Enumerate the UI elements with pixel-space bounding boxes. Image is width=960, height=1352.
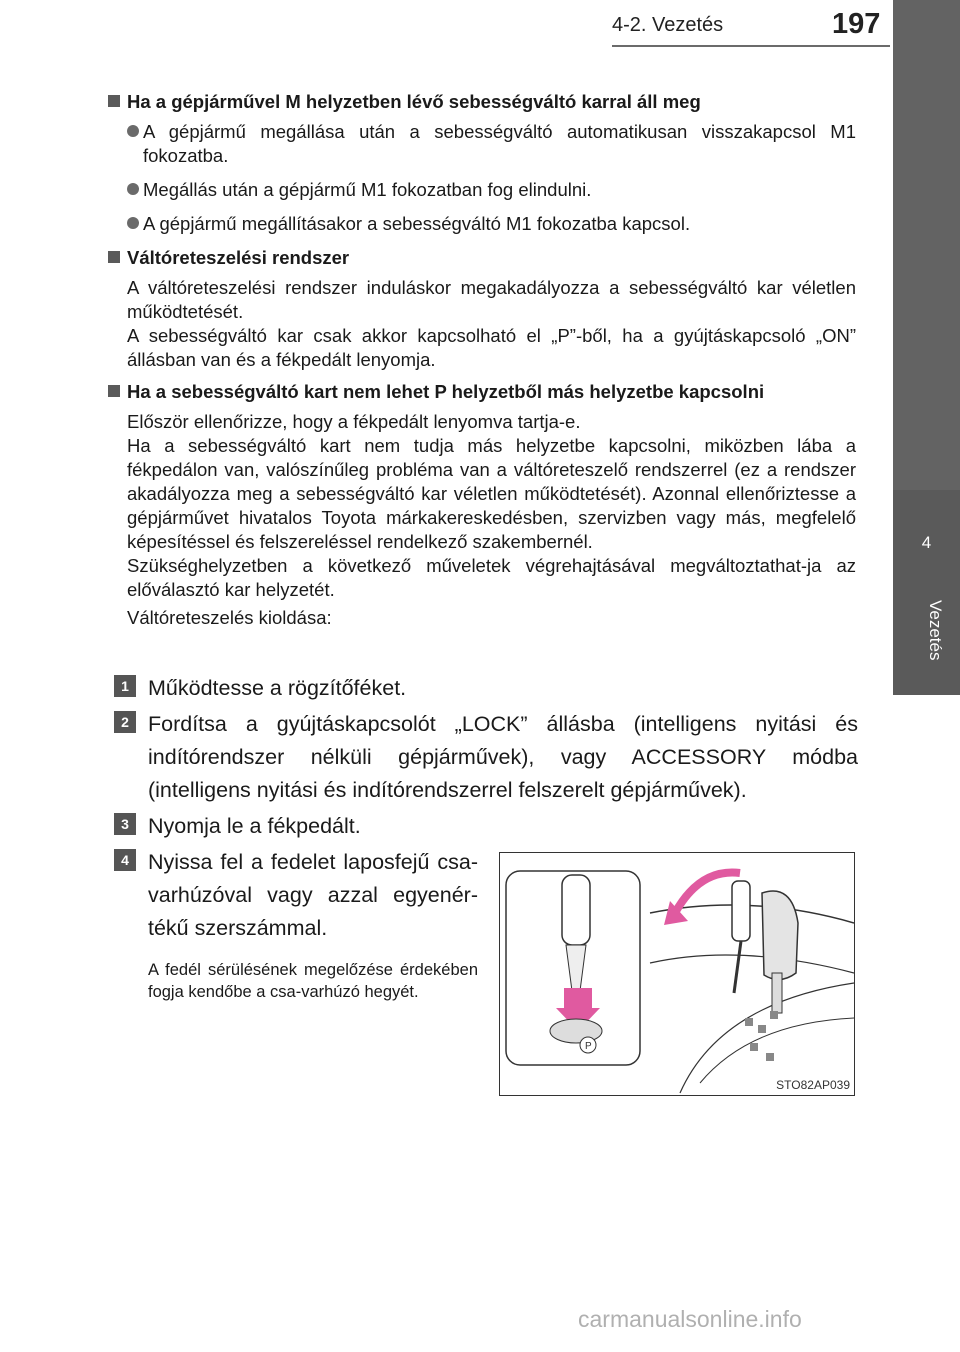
heading-text: Váltóreteszelési rendszer xyxy=(127,247,350,268)
paragraph-line: Szükséghelyzetben a következő műveletek végrehajtásával megváltoztathat-ja az előválasztó kar helyzetét. xyxy=(127,555,856,600)
heading-text: Ha a sebességváltó kart nem lehet P helyzetből más helyzetbe kapcsolni xyxy=(127,381,765,402)
section-heading xyxy=(108,380,856,404)
bullet-item xyxy=(108,178,856,202)
step-number-badge: 4 xyxy=(114,849,136,871)
bullet-item xyxy=(108,212,856,236)
paragraph-line: Először ellenőrizze, hogy a fékpedált lenyomva tartja-e. xyxy=(127,411,581,432)
chapter-number: 4 xyxy=(921,533,932,552)
step-text: Működtesse a rögzítőféket. xyxy=(148,676,407,700)
step-number-badge: 1 xyxy=(114,675,136,697)
step-number-badge: 3 xyxy=(114,813,136,835)
paragraph-line: A sebességváltó kar csak akkor kapcsolható el „P”-ből, ha a gyújtáskapcsoló „ON” állásban van és a fékpedált lenyomja. xyxy=(127,325,856,370)
round-bullet-icon xyxy=(127,217,139,229)
page-number: 197 xyxy=(832,8,881,40)
chapter-title: Vezetés xyxy=(926,600,945,661)
watermark: carmanualsonline.info xyxy=(578,1306,802,1332)
main-content xyxy=(108,90,856,638)
section-title: 4-2. Vezetés xyxy=(612,14,724,36)
square-bullet-icon xyxy=(108,95,120,107)
section-heading xyxy=(108,90,856,114)
step-item xyxy=(114,810,858,843)
section-heading xyxy=(108,246,856,270)
paragraph-line: Ha a sebességváltó kart nem tudja más helyzetbe kapcsolni, miközben lába a fékpedálon van, valószínűleg probléma van a váltóreteszelő rendszerrel (ez a rendszer akadályozza meg a sebességváltó kar véletlen működtetését). Azonnal ellenőriztesse a gépjárművet hivatalos Toyota márkakereskedésben, szervizben vagy más, megfelelő képesítéssel és felszereléssel rendelkező szakembernél. xyxy=(127,435,856,552)
heading-text: Ha a gépjárművel M helyzetben lévő sebességváltó karral áll meg xyxy=(127,91,701,112)
square-bullet-icon xyxy=(108,385,120,397)
paragraph-line: A váltóreteszelési rendszer induláskor megakadályozza a sebességváltó kar véletlen működtetését. xyxy=(127,277,856,322)
step-text: Nyissa fel a fedelet laposfejű csa-varhúzóval vagy azzal egyenér-tékű szerszámmal. xyxy=(148,850,478,940)
illustration-code: STO82AP039 xyxy=(776,1078,850,1092)
square-bullet-icon xyxy=(108,251,120,263)
bullet-text: Megállás után a gépjármű M1 fokozatban fog elindulni. xyxy=(143,179,592,200)
step-item xyxy=(114,672,858,705)
illustration-drawing xyxy=(500,853,854,1095)
step-item xyxy=(114,846,478,945)
chapter-tab-upper xyxy=(893,0,960,490)
bullet-text: A gépjármű megállása után a sebességváltó automatikusan visszakapcsol M1 fokozatba. xyxy=(143,121,856,166)
paragraph-line: Váltóreteszelés kioldása: xyxy=(127,607,332,628)
shift-lock-illustration xyxy=(499,852,855,1096)
round-bullet-icon xyxy=(127,125,139,137)
inset-label: P xyxy=(585,1041,592,1052)
bullet-text: A gépjármű megállításakor a sebességváltó M1 fokozatba kapcsol. xyxy=(143,213,691,234)
step-item xyxy=(114,708,858,807)
paragraph xyxy=(108,276,856,372)
step-number-badge: 2 xyxy=(114,711,136,733)
round-bullet-icon xyxy=(127,183,139,195)
bullet-item xyxy=(108,120,856,168)
header-divider xyxy=(612,45,890,47)
step-text: Fordítsa a gyújtáskapcsolót „LOCK” állásba (intelligens nyitási és indítórendszer nélküli gépjárművek), vagy ACCESSORY módba (intelligens nyitási és indítórendszerrel felszerelt gépjárművek). xyxy=(148,712,858,802)
step-note: A fedél sérülésének megelőzése érdekében fogja kendőbe a csa-varhúzó hegyét. xyxy=(148,961,478,1001)
paragraph xyxy=(108,410,856,630)
step-text: Nyomja le a fékpedált. xyxy=(148,814,361,838)
